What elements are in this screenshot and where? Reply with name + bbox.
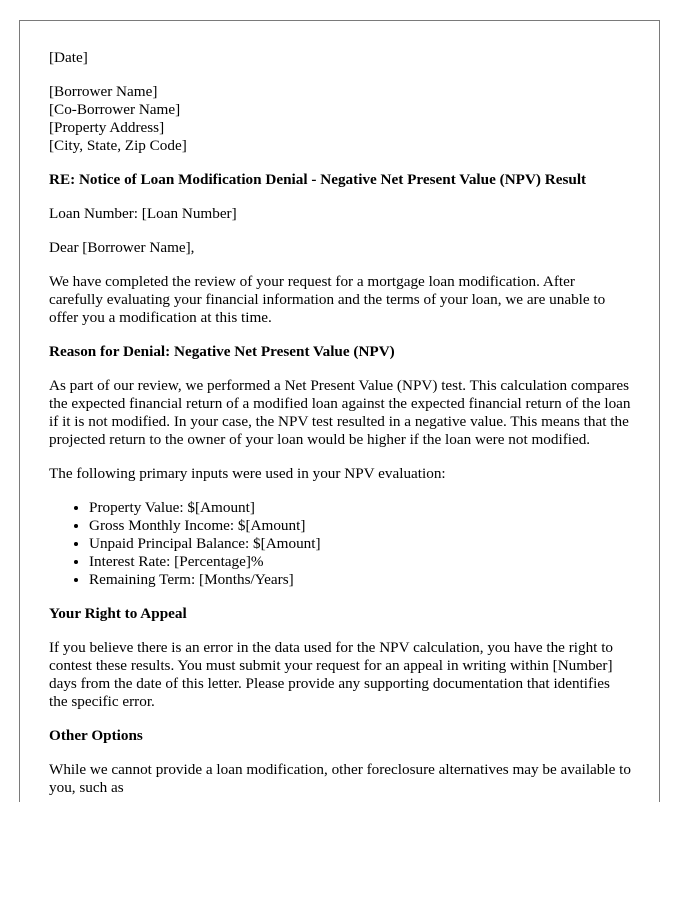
list-item: • Remaining Term: [Months/Years]: [89, 571, 631, 589]
subject-line: RE: Notice of Loan Modification Denial - Negative Net Present Value (NPV) Result: [49, 171, 587, 188]
letter-page: [19, 20, 660, 802]
borrower-name: [Borrower Name]: [49, 83, 158, 100]
property-address: [Property Address]: [49, 119, 165, 136]
list-item: • Interest Rate: [Percentage]%: [89, 553, 631, 571]
salutation: Dear [Borrower Name],: [49, 239, 195, 256]
npv-inputs-list: [49, 499, 631, 589]
letter-content: [49, 49, 631, 802]
appeal-paragraph: If you believe there is an error in the data used for the NPV calculation, you have the right to contest these results. You must submit your request for an appeal in writing within [Number] days from the date of this letter. Please provide any supporting documentation that identifies the specific error.: [49, 639, 614, 710]
letter-date: [Date]: [49, 49, 88, 66]
loan-number: Loan Number: [Loan Number]: [49, 205, 237, 222]
intro-paragraph: We have completed the review of your request for a mortgage loan modification. After carefully evaluating your financial information and the terms of your loan, we are unable to offer you a modification at this time.: [49, 273, 606, 326]
list-item: • Unpaid Principal Balance: $[Amount]: [89, 535, 631, 553]
co-borrower-name: [Co-Borrower Name]: [49, 101, 181, 118]
inputs-intro: The following primary inputs were used in your NPV evaluation:: [49, 465, 446, 482]
options-heading: Other Options: [49, 727, 143, 744]
recipient-address-block: [49, 83, 631, 155]
list-item: • Property Value: $[Amount]: [89, 499, 631, 517]
reason-paragraph: As part of our review, we performed a Net Present Value (NPV) test. This calculation compares the expected financial return of a modified loan against the expected financial return of the loan if it is not modified. In your case, the NPV test resulted in a negative value. This means that the projected return to the owner of your loan would be higher if the loan were not modified.: [49, 377, 631, 448]
list-item: • Gross Monthly Income: $[Amount]: [89, 517, 631, 535]
options-paragraph: While we cannot provide a loan modification, other foreclosure alternatives may be available to you, such as: [49, 761, 631, 796]
city-state-zip: [City, State, Zip Code]: [49, 137, 187, 154]
appeal-heading: Your Right to Appeal: [49, 605, 187, 622]
reason-heading: Reason for Denial: Negative Net Present Value (NPV): [49, 343, 395, 360]
